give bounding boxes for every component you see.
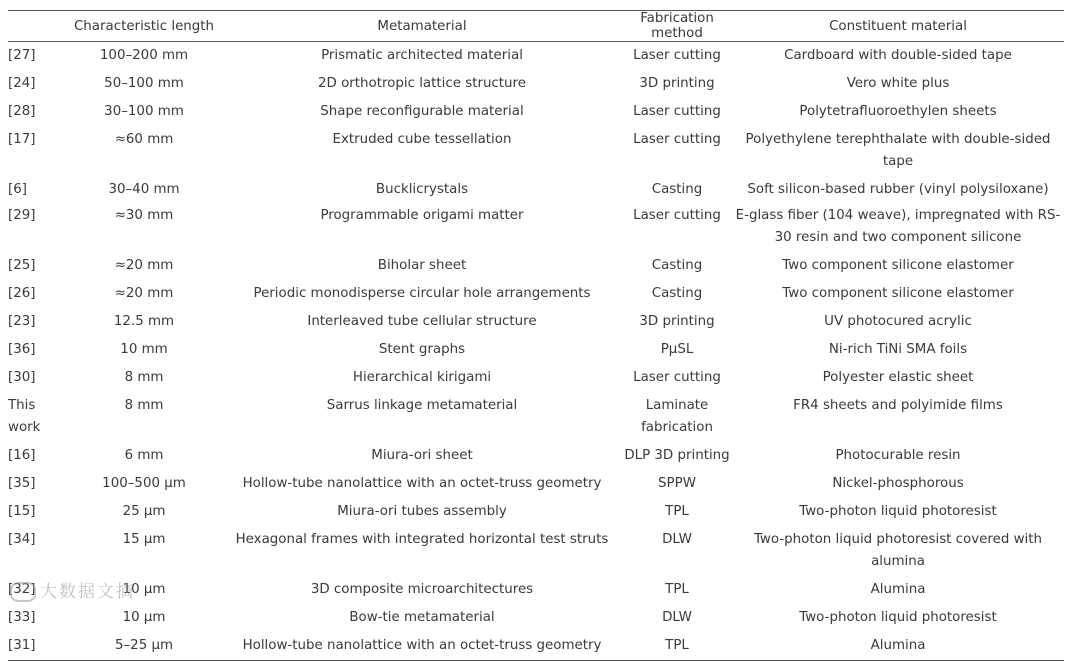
cell-reference: [33] — [8, 610, 36, 625]
cell-reference: [24] — [8, 76, 36, 91]
cell-metamaterial: 3D composite microarchitectures — [310, 582, 534, 597]
cell-metamaterial: Shape reconfigurable material — [320, 104, 524, 119]
table-row — [8, 576, 1064, 604]
cell-metamaterial: Periodic monodisperse circular hole arrangements — [253, 286, 591, 301]
cell-reference: [28] — [8, 104, 36, 119]
cell-constituent-material: Cardboard with double-sided tape — [784, 48, 1012, 63]
cell-characteristic-length: 10 μm — [122, 582, 166, 597]
cell-fabrication-method: Laser cutting — [633, 132, 721, 147]
cell-fabrication-method: Laser cutting — [633, 370, 721, 385]
metamaterial-comparison-table — [8, 10, 1064, 661]
cell-characteristic-length: 8 mm — [124, 398, 164, 413]
cell-constituent-material: Ni-rich TiNi SMA foils — [828, 342, 968, 357]
watermark-text: 大数据文摘 — [40, 582, 135, 602]
cell-metamaterial: Miura-ori sheet — [371, 448, 473, 463]
cell-constituent-material: Nickel-phosphorous — [832, 476, 964, 491]
cell-metamaterial: Prismatic architected material — [321, 48, 523, 63]
cell-characteristic-length: 6 mm — [124, 448, 164, 463]
cell-characteristic-length: 12.5 mm — [113, 314, 175, 329]
cell-reference: [23] — [8, 314, 36, 329]
cell-constituent-material: Two-photon liquid photoresist — [799, 610, 997, 625]
cell-constituent-material: Photocurable resin — [835, 448, 961, 463]
cell-reference: [17] — [8, 132, 36, 147]
cell-characteristic-length: 5–25 μm — [114, 638, 174, 653]
cell-characteristic-length: ≈20 mm — [114, 258, 174, 273]
cell-characteristic-length: 100–200 mm — [99, 48, 189, 63]
cell-reference: [34] — [8, 532, 36, 547]
cell-characteristic-length: 50–100 mm — [104, 76, 184, 91]
cell-constituent-material: Vero white plus — [846, 76, 950, 91]
cell-reference: [26] — [8, 286, 36, 301]
cell-fabrication-method: DLW — [662, 610, 692, 625]
cell-characteristic-length: 25 μm — [122, 504, 166, 519]
table-row — [8, 498, 1064, 526]
cell-constituent-material: Alumina — [870, 582, 926, 597]
table-body — [8, 42, 1064, 661]
table-row — [8, 604, 1064, 632]
table-row — [8, 526, 1064, 576]
cell-fabrication-method: Laminate fabrication — [641, 398, 713, 435]
cell-reference: [27] — [8, 48, 36, 63]
cell-reference: [31] — [8, 638, 36, 653]
cell-characteristic-length: 30–100 mm — [104, 104, 184, 119]
header-fabrication-method: Fabrication method — [640, 11, 714, 41]
cell-metamaterial: Hexagonal frames with integrated horizontal test struts — [235, 532, 609, 547]
cell-reference: [6] — [8, 182, 27, 197]
cell-fabrication-method: DLP 3D printing — [624, 448, 730, 463]
header-characteristic-length: Characteristic length — [73, 18, 215, 34]
cell-constituent-material: FR4 sheets and polyimide films — [793, 398, 1003, 413]
cell-fabrication-method: Laser cutting — [633, 48, 721, 63]
table-row — [8, 176, 1064, 204]
table-row — [8, 336, 1064, 364]
table-row — [8, 442, 1064, 470]
header-reference — [8, 11, 66, 42]
cell-reference: [32] — [8, 582, 36, 597]
cell-reference: This work — [8, 398, 41, 435]
cell-characteristic-length: ≈20 mm — [114, 286, 174, 301]
cell-metamaterial: Programmable origami matter — [320, 208, 524, 223]
table-row — [8, 252, 1064, 280]
cell-fabrication-method: Casting — [651, 258, 703, 273]
table-row — [8, 126, 1064, 176]
table-row — [8, 70, 1064, 98]
cell-characteristic-length: 15 μm — [122, 532, 166, 547]
cell-fabrication-method: Casting — [651, 182, 703, 197]
cell-reference: [30] — [8, 370, 36, 385]
cell-reference: [25] — [8, 258, 36, 273]
table-row — [8, 204, 1064, 252]
table-header-row — [8, 11, 1064, 42]
cell-constituent-material: Two component silicone elastomer — [782, 258, 1014, 273]
cell-reference: [16] — [8, 448, 36, 463]
header-metamaterial: Metamaterial — [377, 18, 467, 34]
cell-constituent-material: Soft silicon-based rubber (vinyl polysiloxane) — [747, 182, 1049, 197]
table-row — [8, 98, 1064, 126]
comparison-table-container — [8, 10, 1064, 661]
cell-fabrication-method: TPL — [665, 504, 689, 519]
cell-metamaterial: Extruded cube tessellation — [332, 132, 512, 147]
table-row — [8, 42, 1064, 71]
cell-characteristic-length: 10 μm — [122, 610, 166, 625]
cell-metamaterial: Bow-tie metamaterial — [349, 610, 495, 625]
cell-characteristic-length: ≈60 mm — [114, 132, 174, 147]
cell-characteristic-length: 10 mm — [120, 342, 168, 357]
cell-constituent-material: E-glass fiber (104 weave), impregnated with RS-30 resin and two component silicone — [735, 208, 1061, 245]
chat-bubble-icon — [10, 582, 36, 602]
cell-fabrication-method: 3D printing — [639, 76, 715, 91]
table-row — [8, 280, 1064, 308]
cell-fabrication-method: TPL — [665, 582, 689, 597]
cell-metamaterial: Interleaved tube cellular structure — [307, 314, 537, 329]
cell-constituent-material: Two-photon liquid photoresist covered with alumina — [753, 532, 1043, 569]
cell-metamaterial: Hollow-tube nanolattice with an octet-truss geometry — [242, 476, 602, 491]
cell-constituent-material: Two-photon liquid photoresist — [799, 504, 997, 519]
watermark — [10, 577, 135, 602]
cell-fabrication-method: 3D printing — [639, 314, 715, 329]
cell-metamaterial: Hollow-tube nanolattice with an octet-truss geometry — [242, 638, 602, 653]
cell-metamaterial: Miura-ori tubes assembly — [337, 504, 507, 519]
cell-metamaterial: Bucklicrystals — [375, 182, 469, 197]
cell-characteristic-length: 100–500 μm — [102, 476, 186, 491]
cell-fabrication-method: Laser cutting — [633, 208, 721, 223]
cell-characteristic-length: 8 mm — [124, 370, 164, 385]
cell-fabrication-method: DLW — [662, 532, 692, 547]
header-constituent-material: Constituent material — [829, 18, 967, 34]
cell-constituent-material: Polytetrafluoroethylen sheets — [799, 104, 997, 119]
table-row — [8, 632, 1064, 661]
cell-constituent-material: Polyester elastic sheet — [822, 370, 974, 385]
cell-metamaterial: Hierarchical kirigami — [352, 370, 492, 385]
cell-metamaterial: Biholar sheet — [377, 258, 467, 273]
table-row — [8, 364, 1064, 392]
cell-fabrication-method: PμSL — [660, 342, 694, 357]
cell-fabrication-method: Casting — [651, 286, 703, 301]
cell-metamaterial: 2D orthotropic lattice structure — [318, 76, 526, 91]
cell-metamaterial: Sarrus linkage metamaterial — [326, 398, 518, 413]
cell-fabrication-method: TPL — [665, 638, 689, 653]
cell-reference: [29] — [8, 208, 36, 223]
cell-reference: [35] — [8, 476, 36, 491]
cell-metamaterial: Stent graphs — [378, 342, 466, 357]
cell-fabrication-method: Laser cutting — [633, 104, 721, 119]
table-row — [8, 392, 1064, 442]
cell-constituent-material: UV photocured acrylic — [824, 314, 972, 329]
cell-constituent-material: Polyethylene terephthalate with double-sided tape — [745, 132, 1051, 169]
cell-characteristic-length: 30–40 mm — [108, 182, 180, 197]
cell-constituent-material: Alumina — [870, 638, 926, 653]
cell-characteristic-length: ≈30 mm — [114, 208, 174, 223]
cell-fabrication-method: SPPW — [658, 476, 696, 491]
cell-reference: [36] — [8, 342, 36, 357]
table-row — [8, 470, 1064, 498]
table-row — [8, 308, 1064, 336]
cell-reference: [15] — [8, 504, 36, 519]
cell-constituent-material: Two component silicone elastomer — [782, 286, 1014, 301]
